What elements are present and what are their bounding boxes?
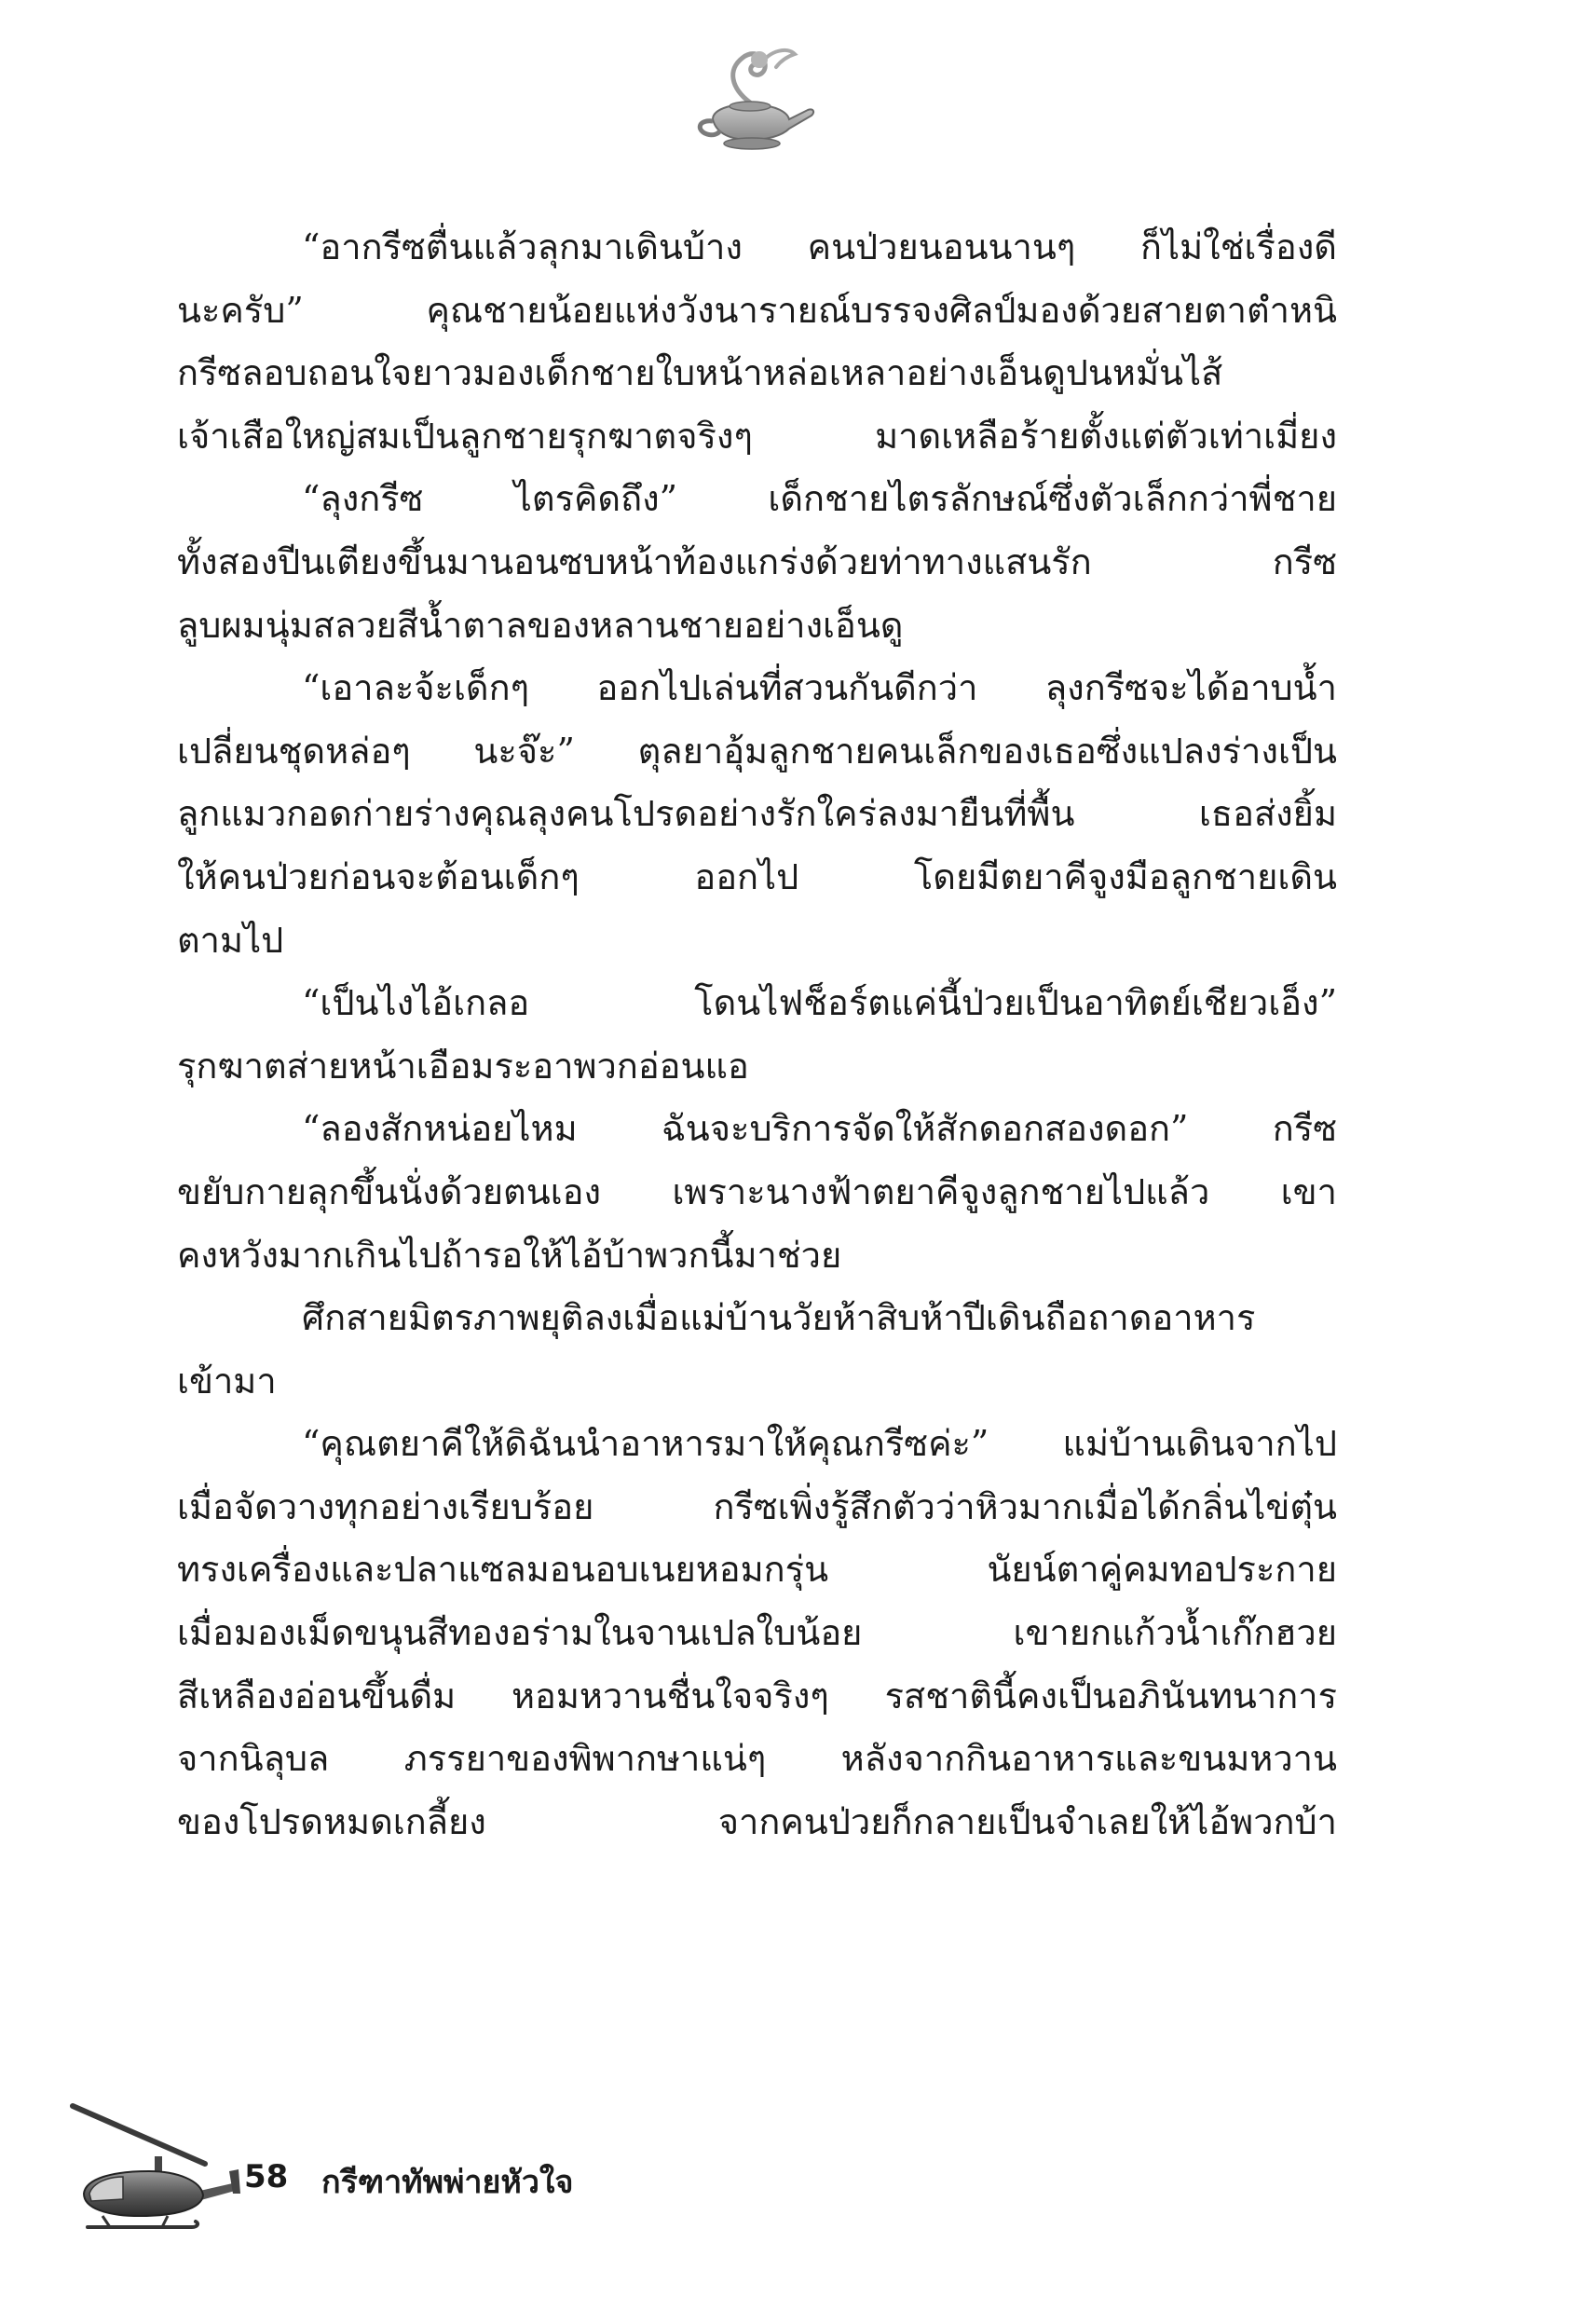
text-line: เปลี่ยนชุดหล่อๆ นะจ๊ะ” ตุลยาอุ้มลูกชายคนเล็กของเธอซึ่งแปลงร่างเป็น xyxy=(177,730,1337,772)
text-line: ศึกสายมิตรภาพยุติลงเมื่อแม่บ้านวัยห้าสิบห้าปีเดินถือถาดอาหาร xyxy=(302,1297,1256,1339)
helicopter-icon xyxy=(65,2097,242,2236)
body-text xyxy=(177,216,1337,1853)
book-title: กรีฑาทัพพ่ายหัวใจ xyxy=(321,2164,574,2201)
text-line: ทรงเครื่องและปลาแซลมอนอบเนยหอมกรุ่น นัยน์ตาคู่คมทอประกาย xyxy=(177,1549,1337,1591)
text-line: “ลองสักหน่อยไหม ฉันจะบริการจัดให้สักดอกสองดอก” กรีซ xyxy=(302,1108,1337,1150)
text-line: “อากรีซตื่นแล้วลุกมาเดินบ้าง คนป่วยนอนนานๆ ก็ไม่ใช่เรื่องดี xyxy=(302,226,1337,267)
text-line: “เอาละจ้ะเด็กๆ ออกไปเล่นที่สวนกันดีกว่า ลุงกรีซจะได้อาบน้ำ xyxy=(302,667,1337,709)
text-line: สีเหลืองอ่อนขึ้นดื่ม หอมหวานชื่นใจจริงๆ รสชาตินี้คงเป็นอภินันทนาการ xyxy=(177,1675,1337,1716)
text-line: ลูกแมวกอดก่ายร่างคุณลุงคนโปรดอย่างรักใคร่ลงมายืนที่พื้น เธอส่งยิ้ม xyxy=(177,793,1337,835)
page-number: 58 xyxy=(244,2158,289,2195)
page-footer xyxy=(0,2097,1596,2311)
text-line: ทั้งสองปีนเตียงขึ้นมานอนซบหน้าท้องแกร่งด้วยท่าทางแสนรัก กรีซ xyxy=(177,540,1337,582)
genie-lamp-icon xyxy=(685,37,825,158)
text-line: เจ้าเสือใหญ่สมเป็นลูกชายรุกฆาตจริงๆ มาดเหลือร้ายตั้งแต่ตัวเท่าเมี่ยง xyxy=(177,415,1337,457)
text-line: ลูบผมนุ่มสลวยสีน้ำตาลของหลานชายอย่างเอ็นดู xyxy=(177,604,904,646)
text-line: กรีซลอบถอนใจยาวมองเด็กชายใบหน้าหล่อเหลาอย่างเอ็นดูปนหมั่นไส้ xyxy=(177,352,1223,394)
text-line: รุกฆาตส่ายหน้าเอือมระอาพวกอ่อนแอ xyxy=(177,1045,749,1087)
text-line: ขยับกายลุกขึ้นนั่งด้วยตนเอง เพราะนางฟ้าตยาคีจูงลูกชายไปแล้ว เขา xyxy=(177,1170,1337,1212)
text-line: เมื่อมองเม็ดขนุนสีทองอร่ามในจานเปลใบน้อย เขายกแก้วน้ำเก๊กฮวย xyxy=(177,1612,1337,1654)
text-line: ของโปรดหมดเกลี้ยง จากคนป่วยก็กลายเป็นจำเลยให้ไอ้พวกบ้า xyxy=(177,1800,1337,1842)
text-line: นะครับ” คุณชายน้อยแห่งวังนารายณ์บรรจงศิลป์มองด้วยสายตาตำหนิ xyxy=(177,289,1337,331)
text-line: ให้คนป่วยก่อนจะต้อนเด็กๆ ออกไป โดยมีตยาคีจูงมือลูกชายเดิน xyxy=(177,855,1337,897)
text-line: จากนิลุบล ภรรยาของพิพากษาแน่ๆ หลังจากกินอาหารและขนมหวาน xyxy=(177,1738,1337,1780)
text-line: “คุณตยาคีให้ดิฉันนำอาหารมาให้คุณกรีซค่ะ” แม่บ้านเดินจากไป xyxy=(302,1423,1337,1465)
text-line: เมื่อจัดวางทุกอย่างเรียบร้อย กรีซเพิ่งรู้สึกตัวว่าหิวมากเมื่อได้กลิ่นไข่ตุ๋น xyxy=(177,1485,1337,1527)
text-line: “ลุงกรีซ ไตรคิดถึง” เด็กชายไตรลักษณ์ซึ่งตัวเล็กกว่าพี่ชาย xyxy=(302,478,1337,520)
text-line: ตามไป xyxy=(177,919,284,961)
text-line: “เป็นไงไอ้เกลอ โดนไฟช็อร์ตแค่นี้ป่วยเป็นอาทิตย์เชียวเอ็ง” xyxy=(302,982,1337,1024)
text-line: คงหวังมากเกินไปถ้ารอให้ไอ้บ้าพวกนี้มาช่วย xyxy=(177,1234,842,1276)
text-line: เข้ามา xyxy=(177,1360,277,1402)
